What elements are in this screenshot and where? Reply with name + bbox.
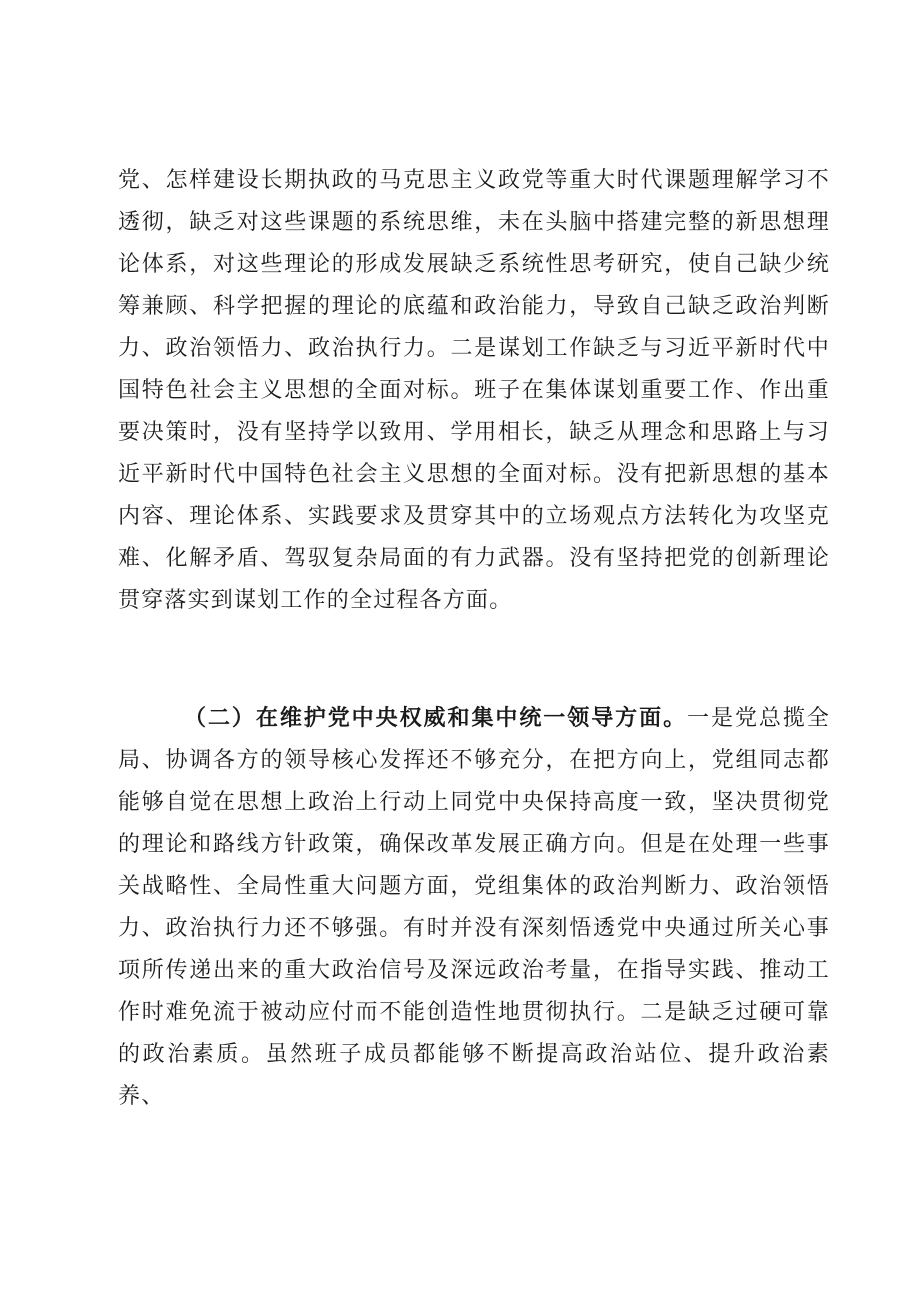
section-body-text: 一是党总揽全局、协调各方的领导核心发挥还不够充分，在把方向上，党组同志都能够自觉在思想上政治上行动上同党中央保持高度一致，坚决贯彻党的理论和路线方针政策，确保改革发展正确方向。但是在处理一些事关战略性、全局性重大问题方面，党组集体的政治判断力、政治领悟力、政治执行力还不够强。有时并没有深刻悟透党中央通过所关心事项所传递出来的重大政治信号及深远政治考量，在指导实践、推动工作时难免流于被动应付而不能创造性地贯彻执行。二是缺乏过硬可靠的政治素质。虽然班子成员都能够不断提高政治站位、提升政治素养、	[118, 706, 830, 1109]
body-paragraph-2	[118, 698, 830, 1118]
body-paragraph-1: 党、怎样建设长期执政的马克思主义政党等重大时代课题理解学习不透彻，缺乏对这些课题的系统思维，未在头脑中搭建完整的新思想理论体系，对这些理论的形成发展缺乏系统性思考研究，使自己缺少统筹兼顾、科学把握的理论的底蕴和政治能力，导致自己缺乏政治判断力、政治领悟力、政治执行力。二是谋划工作缺乏与习近平新时代中国特色社会主义思想的全面对标。班子在集体谋划重要工作、作出重要决策时，没有坚持学以致用、学用相长，缺乏从理念和思路上与习近平新时代中国特色社会主义思想的全面对标。没有把新思想的基本内容、理论体系、实践要求及贯穿其中的立场观点方法转化为攻坚克难、化解矛盾、驾驭复杂局面的有力武器。没有坚持把党的创新理论贯穿落实到谋划工作的全过程各方面。	[118, 168, 830, 613]
section-heading: （二）在维护党中央权威和集中统一领导方面。	[184, 706, 688, 731]
